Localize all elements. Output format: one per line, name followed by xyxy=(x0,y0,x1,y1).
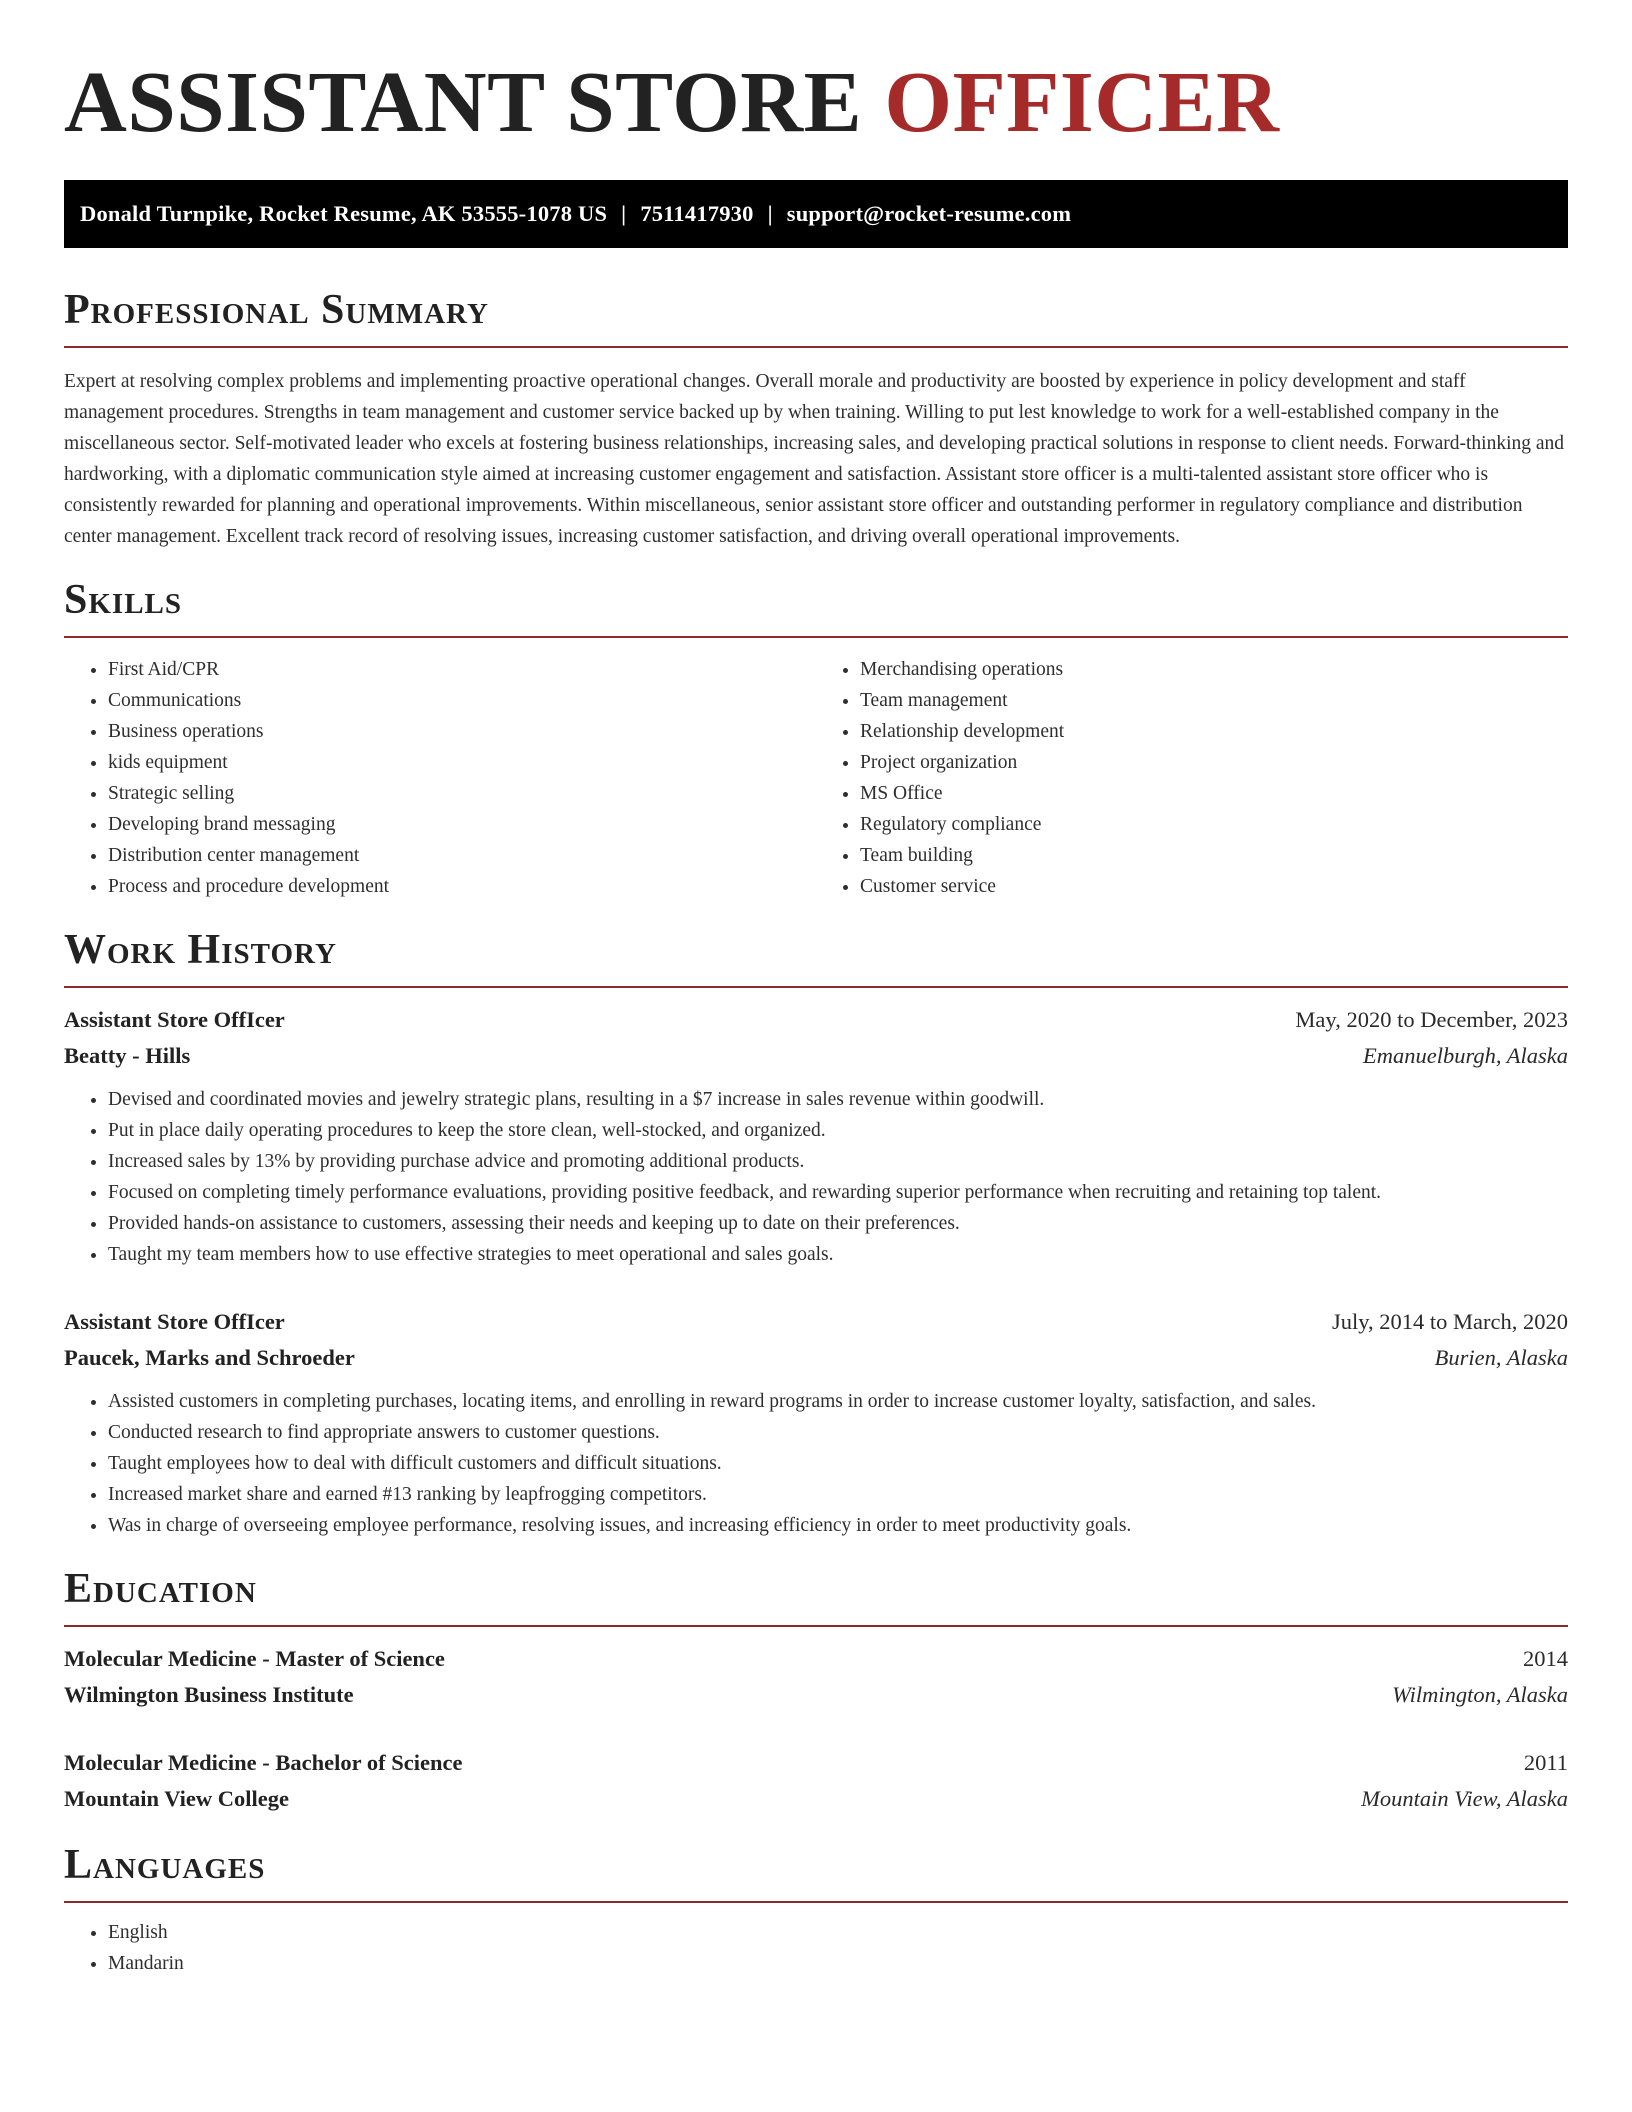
languages-list xyxy=(64,1917,1568,1979)
job-header-row xyxy=(64,1304,1568,1340)
skill-item: • Developing brand messaging xyxy=(108,809,816,840)
skill-item: • Relationship development xyxy=(860,716,1568,747)
job-bullet: • Was in charge of overseeing employee performance, resolving issues, and increasing efficiency in order to meet productivity goals. xyxy=(108,1510,1568,1541)
contact-separator: | xyxy=(621,201,627,226)
education-school: Wilmington Business Institute xyxy=(64,1682,354,1707)
summary-heading: Professional Summary xyxy=(64,287,489,333)
education-location: Mountain View, Alaska xyxy=(1361,1786,1568,1811)
job-bullet: • Provided hands-on assistance to customers, assessing their needs and keeping up to date on their preferences. xyxy=(108,1208,1568,1239)
language-item: • English xyxy=(108,1917,1568,1948)
contact-address: Donald Turnpike, Rocket Resume, AK 53555-1078 US xyxy=(80,201,608,226)
languages-heading: Languages xyxy=(64,1842,266,1888)
job-entry xyxy=(64,1002,1568,1270)
education-degree: Molecular Medicine - Bachelor of Science xyxy=(64,1750,463,1775)
summary-text: Expert at resolving complex problems and implementing proactive operational changes. Overall morale and productivity are boosted by experience in policy development and staff management procedures. Strengths in team management and customer service backed up by when training. Willing to put lest knowledge to work for a well-established company in the miscellaneous sector. Self-motivated leader who excels at fostering business relationships, increasing sales, and developing practical solutions in response to client needs. Forward-thinking and hardworking, with a diplomatic communication style aimed at increasing customer engagement and satisfaction. Assistant store officer is a multi-talented assistant store officer who is consistently rewarded for planning and operational improvements. Within miscellaneous, senior assistant store officer and outstanding performer in regulatory compliance and distribution center management. Excellent track record of resolving issues, increasing customer satisfaction, and driving overall operational improvements. xyxy=(64,371,1565,547)
job-entry xyxy=(64,1304,1568,1541)
job-company: Paucek, Marks and Schroeder xyxy=(64,1345,355,1370)
education-entry xyxy=(64,1641,1568,1713)
skill-item: • Strategic selling xyxy=(108,778,816,809)
job-location: Emanuelburgh, Alaska xyxy=(1363,1043,1568,1068)
education-school-row xyxy=(64,1781,1568,1817)
job-bullet: • Assisted customers in completing purchases, locating items, and enrolling in reward programs in order to increase customer loyalty, satisfaction, and sales. xyxy=(108,1386,1568,1417)
education-entry xyxy=(64,1745,1568,1817)
skill-item: • Team management xyxy=(860,685,1568,716)
skill-item: • Team building xyxy=(860,840,1568,871)
skills-list-right xyxy=(816,654,1568,902)
contact-phone: 7511417930 xyxy=(640,201,754,226)
job-bullet: • Devised and coordinated movies and jewelry strategic plans, resulting in a $7 increase in sales revenue within goodwill. xyxy=(108,1084,1568,1115)
job-dates: July, 2014 to March, 2020 xyxy=(1331,1309,1568,1334)
education-degree-row xyxy=(64,1641,1568,1677)
job-title: Assistant Store OffIcer xyxy=(64,1007,285,1032)
education-heading: Education xyxy=(64,1566,257,1612)
skill-item: • Project organization xyxy=(860,747,1568,778)
education-year: 2014 xyxy=(1523,1646,1568,1671)
section-divider xyxy=(64,986,1568,988)
skill-item: • Regulatory compliance xyxy=(860,809,1568,840)
skill-item: • First Aid/CPR xyxy=(108,654,816,685)
job-bullets xyxy=(64,1084,1568,1270)
work-section xyxy=(64,924,1568,1541)
skills-section xyxy=(64,574,1568,902)
skills-heading: Skills xyxy=(64,577,183,623)
job-bullets xyxy=(64,1386,1568,1541)
job-bullet: • Increased sales by 13% by providing purchase advice and promoting additional products. xyxy=(108,1146,1568,1177)
education-year: 2011 xyxy=(1523,1750,1568,1775)
education-school: Mountain View College xyxy=(64,1786,289,1811)
skill-item: • kids equipment xyxy=(108,747,816,778)
job-bullet: • Put in place daily operating procedures to keep the store clean, well-stocked, and organized. xyxy=(108,1115,1568,1146)
job-company: Beatty - Hills xyxy=(64,1043,191,1068)
job-bullet: • Increased market share and earned #13 ranking by leapfrogging competitors. xyxy=(108,1479,1568,1510)
contact-bar xyxy=(64,180,1568,248)
job-title: Assistant Store OffIcer xyxy=(64,1309,285,1334)
education-location: Wilmington, Alaska xyxy=(1392,1682,1568,1707)
contact-separator: | xyxy=(767,201,773,226)
skill-item: • Process and procedure development xyxy=(108,871,816,902)
education-school-row xyxy=(64,1677,1568,1713)
contact-email: support@rocket-resume.com xyxy=(786,201,1072,226)
title-accent: OFFICER xyxy=(884,53,1280,150)
skill-item: • Business operations xyxy=(108,716,816,747)
job-bullet: • Taught employees how to deal with difficult customers and difficult situations. xyxy=(108,1448,1568,1479)
section-divider xyxy=(64,346,1568,348)
section-divider xyxy=(64,636,1568,638)
education-degree-row xyxy=(64,1745,1568,1781)
resume-title xyxy=(64,52,1568,152)
job-header-row xyxy=(64,1002,1568,1038)
summary-section xyxy=(64,284,1568,552)
section-divider xyxy=(64,1625,1568,1627)
education-degree: Molecular Medicine - Master of Science xyxy=(64,1646,445,1671)
skill-item: • Customer service xyxy=(860,871,1568,902)
languages-section xyxy=(64,1839,1568,1979)
language-item: • Mandarin xyxy=(108,1948,1568,1979)
skills-list-left xyxy=(64,654,816,902)
education-section xyxy=(64,1563,1568,1817)
job-location: Burien, Alaska xyxy=(1434,1345,1568,1370)
skill-item: • Merchandising operations xyxy=(860,654,1568,685)
job-bullet: • Focused on completing timely performance evaluations, providing positive feedback, and rewarding superior performance when recruiting and retaining top talent. xyxy=(108,1177,1568,1208)
skills-columns xyxy=(64,654,1568,902)
work-heading: Work History xyxy=(64,927,337,973)
job-company-row xyxy=(64,1340,1568,1376)
section-divider xyxy=(64,1901,1568,1903)
job-bullet: • Conducted research to find appropriate answers to customer questions. xyxy=(108,1417,1568,1448)
title-main: ASSISTANT STORE xyxy=(64,53,863,150)
skill-item: • MS Office xyxy=(860,778,1568,809)
skill-item: • Communications xyxy=(108,685,816,716)
job-company-row xyxy=(64,1038,1568,1074)
skill-item: • Distribution center management xyxy=(108,840,816,871)
job-dates: May, 2020 to December, 2023 xyxy=(1295,1007,1568,1032)
job-bullet: • Taught my team members how to use effective strategies to meet operational and sales goals. xyxy=(108,1239,1568,1270)
